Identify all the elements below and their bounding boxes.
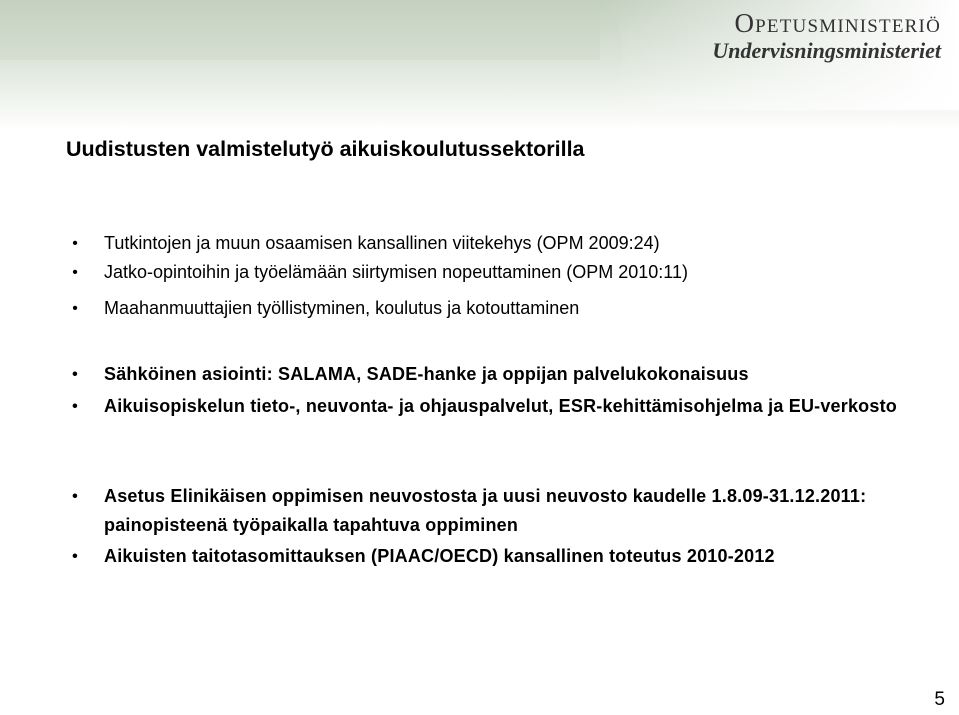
slide-title: Uudistusten valmistelutyö aikuiskoulutussektorilla [66,137,585,161]
bullet-item [72,542,934,571]
bullet-text: Maahanmuuttajien työllistyminen, koulutus ja kotouttaminen [104,298,580,318]
bullet-text: Asetus Elinikäisen oppimisen neuvostosta ja uusi neuvosto kaudelle 1.8.09-31.12.2011: painopisteenä työpaikalla tapahtuva oppiminen [104,486,867,535]
bullet-item [72,229,934,258]
bullet-item [72,392,934,421]
header-band [0,0,959,130]
bullet-dot-icon: • [72,264,78,281]
bullet-text: Jatko-opintoihin ja työelämään siirtymisen nopeuttaminen (OPM 2010:11) [104,262,688,282]
header-top-shade [0,0,600,60]
bullet-item [72,294,934,323]
bullet-dot-icon: • [72,398,78,415]
bullet-item [72,360,934,389]
bullet-dot-icon: • [72,366,78,383]
bullet-text: Aikuisopiskelun tieto-, neuvonta- ja ohjauspalvelut, ESR-kehittämisohjelma ja EU-verkosto [104,396,897,416]
bullet-text: Sähköinen asiointi: SALAMA, SADE-hanke ja oppijan palvelukokonaisuus [104,364,749,384]
logo-name: Opetusministeriö [734,8,941,38]
bullet-item [72,258,934,287]
logo-subtitle: Undervisningsministeriet [712,38,941,63]
bullet-dot-icon: • [72,235,78,252]
bullet-dot-icon: • [72,548,78,565]
bullet-dot-icon: • [72,300,78,317]
bullet-text: Aikuisten taitotasomittauksen (PIAAC/OECD) kansallinen toteutus 2010-2012 [104,546,775,566]
bullet-dot-icon: • [72,488,78,505]
bullet-item [72,482,934,540]
page-number: 5 [934,689,945,710]
bullet-text: Tutkintojen ja muun osaamisen kansallinen viitekehys (OPM 2009:24) [104,233,660,253]
ministry-logo [712,8,941,63]
